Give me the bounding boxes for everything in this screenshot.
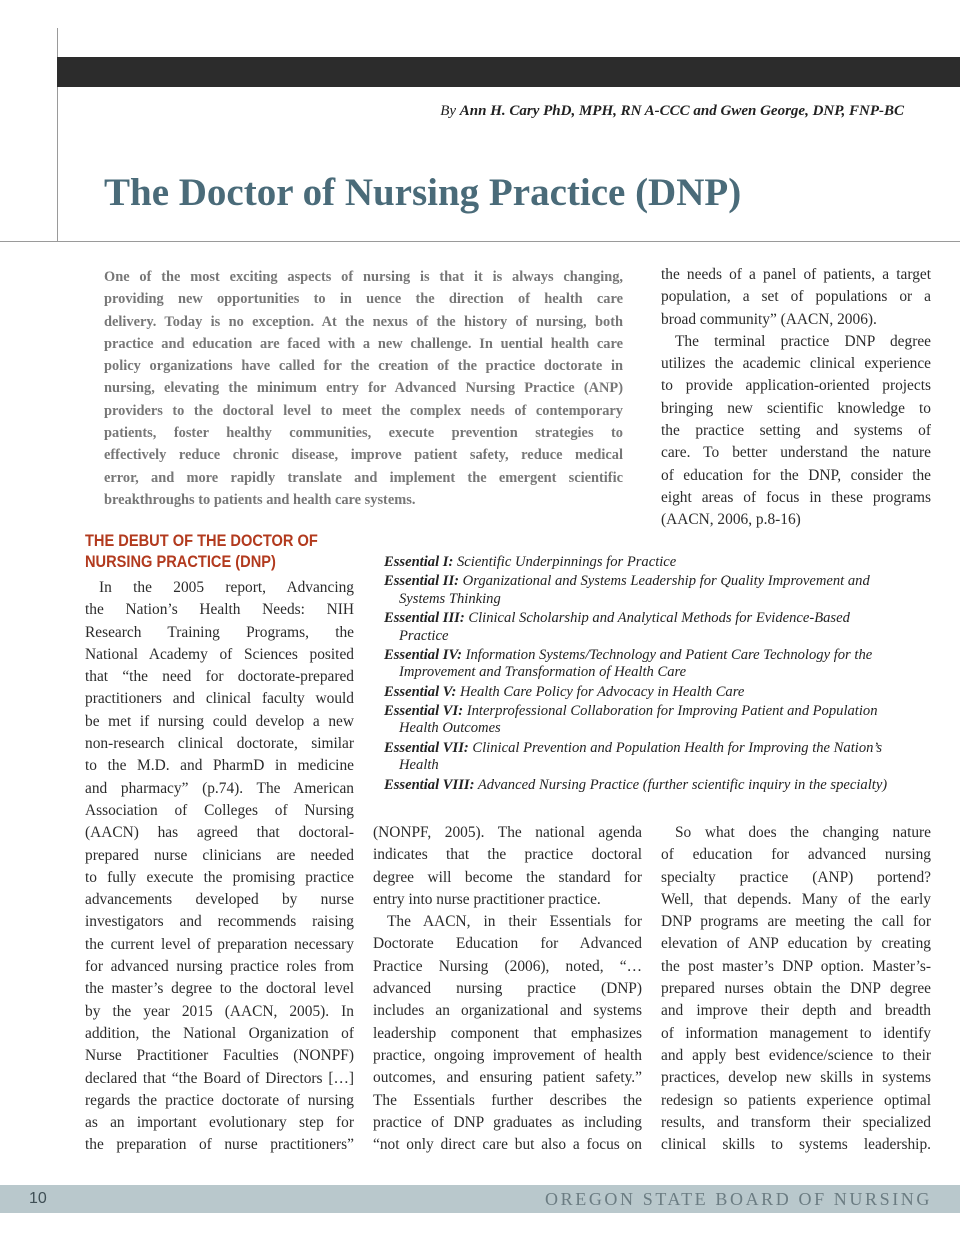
text-line: elevation of ANP education by creating (661, 935, 931, 953)
essential-item (384, 610, 944, 645)
text-line: regards the practice doctorate of nursing (85, 1091, 354, 1109)
text-line: Practice Nursing (2006), noted, “… (373, 957, 642, 975)
column-2-body (373, 822, 642, 1156)
text-line: the post master’s DNP option. Master’s- (661, 957, 931, 975)
text-line: prepared nurses obtain the DNP degree (661, 980, 931, 998)
text-line: degree will become the standard for (373, 868, 642, 886)
text-line: Association of Colleges of Nursing (85, 801, 354, 819)
footer-bar (0, 1185, 960, 1213)
text-line: Doctorate Education for Advanced (373, 935, 642, 953)
column-1-body (85, 577, 354, 1157)
col3-dnp-degree-paragraph (661, 331, 931, 532)
text-line: the Nation’s Health Needs: NIH (85, 601, 354, 619)
text-line: to the M.D. and PharmD in medicine (85, 757, 354, 775)
text-line: breakthroughs to patients and health care systems. (104, 491, 416, 508)
byline (440, 103, 904, 120)
text-line: of education for advanced nursing (661, 846, 931, 864)
text-line: National Academy of Sciences posited (85, 645, 354, 663)
essential-text: Scientific Underpinnings for Practice (453, 554, 677, 570)
essential-text: Health (399, 757, 439, 774)
essential-text: Advanced Nursing Practice (further scientific inquiry in the specialty) (474, 776, 888, 793)
text-line: “not only direct care but also a focus on (373, 1136, 642, 1154)
text-line: redesign so patients experience optimal (661, 1091, 931, 1109)
text-line: Research Training Programs, the (85, 623, 354, 641)
text-line: bringing new scientific knowledge to (661, 399, 931, 417)
essential-text: Systems Thinking (399, 590, 501, 607)
intro-paragraph (104, 266, 623, 511)
footer-organization: OREGON STATE BOARD OF NURSING (545, 1189, 932, 1209)
text-line: The terminal practice DNP degree (675, 332, 931, 350)
text-line: the preparation of nurse practitioners” (85, 1136, 354, 1154)
text-line: providers to the doctoral level to meet the complex needs of contemporary (104, 402, 623, 419)
text-line: by the year 2015 (AACN, 2005). In (85, 1002, 354, 1020)
essential-text: Organizational and Systems Leadership for Quality Improvement and (459, 573, 870, 590)
essential-label: Essential VIII: (384, 776, 475, 793)
text-line: includes an organizational and systems (373, 1002, 642, 1020)
essential-label: Essential VI: (384, 702, 464, 719)
col3-quote-continuation (661, 264, 931, 331)
text-line: of education for the DNP, consider the (661, 466, 931, 484)
text-line: error, and more rapidly translate and implement the emergent scientific (104, 469, 623, 486)
text-line: advancements developed by nurse (85, 891, 354, 909)
text-line: advanced nursing practice (DNP) (373, 980, 642, 998)
text-line: providing new opportunities to in uence the direction of health care (104, 291, 623, 308)
text-line: results, and transform their specialized (661, 1113, 931, 1131)
text-line: for advanced nursing practice roles from (85, 958, 354, 976)
text-line: specialty practice (ANP) portend? (661, 868, 931, 886)
essential-label: Essential III: (384, 610, 465, 627)
essential-label: Essential IV: (384, 646, 462, 663)
section-heading-line-1: THE DEBUT OF THE DOCTOR OF (85, 531, 318, 550)
text-line: Well, that depends. Many of the early (661, 890, 931, 908)
header-bar (57, 57, 960, 87)
text-line: One of the most exciting aspects of nursing is that it is always changing, (104, 269, 623, 285)
text-line: utilizes the academic clinical experience (661, 355, 931, 373)
text-line: practice of DNP graduates as including (373, 1113, 642, 1131)
column-3-top (661, 264, 931, 532)
essential-text: Improvement and Transformation of Health Care (399, 664, 687, 681)
text-line: practices, develop new skills in systems (661, 1069, 931, 1087)
text-line: investigators and recommends raising (85, 913, 354, 931)
text-line: clinical skills to systems leadership. (661, 1136, 931, 1154)
title-divider (0, 241, 960, 242)
essential-item (384, 647, 944, 682)
text-line: and pharmacy” (p.74). The American (85, 779, 354, 797)
text-line: the current level of preparation necessary (85, 935, 354, 953)
essential-text: Information Systems/Technology and Patient Care Technology for the (462, 646, 873, 663)
text-line: delivery. Today is no exception. At the nexus of the history of nursing, both (104, 313, 623, 330)
text-line: as an important evolutionary step for (85, 1114, 354, 1132)
text-line: be met if nursing could develop a new (85, 712, 354, 730)
page-number: 10 (29, 1190, 47, 1207)
text-line: leadership component that emphasizes (373, 1024, 642, 1042)
text-line: Nurse Practitioner Faculties (NONPF) (85, 1047, 354, 1065)
text-line: patients, foster healthy communities, execute prevention strategies to (104, 425, 623, 442)
col2-aacn-paragraph (373, 911, 642, 1156)
text-line: to provide application-oriented projects (661, 377, 931, 395)
text-line: outcomes, and ensuring patient safety.” (373, 1069, 642, 1087)
essential-label: Essential VII: (384, 739, 469, 756)
text-line: declared that “the Board of Directors […] (85, 1069, 354, 1087)
text-line: of information management to identify (661, 1024, 931, 1042)
essential-item (384, 573, 944, 608)
page-title: The Doctor of Nursing Practice (DNP) (104, 171, 742, 214)
text-line: and apply best evidence/science to their (661, 1046, 931, 1064)
section-heading-line-2: NURSING PRACTICE (DNP) (85, 552, 276, 571)
essential-item (384, 777, 944, 795)
text-line: the master’s degree to the doctoral level (85, 980, 354, 998)
text-line: So what does the changing nature (675, 824, 931, 841)
text-line: (AACN) has agreed that doctoral- (85, 824, 354, 842)
column-3-body (661, 822, 931, 1156)
text-line: and improve their depth and breadth (661, 1002, 931, 1020)
text-line: eight areas of focus in these programs (661, 488, 931, 506)
section-heading (85, 530, 318, 572)
essential-item (384, 703, 944, 738)
essential-label: Essential V: (384, 683, 457, 700)
essential-label: Essential II: (384, 573, 460, 590)
text-line: DNP programs are meeting the call for (661, 913, 931, 931)
col2-nonpf-paragraph (373, 822, 642, 911)
text-line: practice and education are faced with a new challenge. In uential health care (104, 335, 623, 352)
byline-authors: Ann H. Cary PhD, MPH, RN A-CCC and Gwen George, DNP, FNP-BC (459, 103, 904, 119)
text-line: indicates that the practice doctoral (373, 846, 642, 864)
text-line: The AACN, in their Essentials for (387, 913, 642, 931)
essential-text: Clinical Scholarship and Analytical Methods for Evidence-Based (464, 610, 850, 627)
essential-text: Health Care Policy for Advocacy in Health Care (456, 683, 745, 700)
text-line: In the 2005 report, Advancing (99, 579, 354, 596)
text-line: practice, ongoing improvement of health (373, 1046, 642, 1064)
essential-item (384, 684, 944, 702)
text-line: broad community” (AACN, 2006). (661, 310, 877, 328)
text-line: addition, the National Organization of (85, 1024, 354, 1042)
text-line: care. To better understand the nature (661, 444, 931, 462)
text-line: the practice setting and systems of (661, 422, 931, 440)
essentials-list (384, 554, 944, 796)
text-line: policy organizations have called for the creation of the practice doctorate in (104, 358, 623, 375)
text-line: to fully execute the promising practice (85, 868, 354, 886)
text-line: prepared nurse clinicians are needed (85, 846, 354, 864)
text-line: effectively reduce chronic disease, improve patient safety, reduce medical (104, 447, 623, 464)
text-line: non-research clinical doctorate, similar (85, 735, 354, 753)
text-line: (NONPF, 2005). The national agenda (373, 824, 642, 841)
essential-item (384, 554, 944, 572)
essential-label: Essential I: (384, 554, 454, 570)
text-line: The Essentials further describes the (373, 1091, 642, 1109)
essential-text: Health Outcomes (399, 720, 501, 737)
essential-item (384, 740, 944, 775)
text-line: that “the need for doctorate-prepared (85, 668, 354, 686)
essential-text: Practice (399, 627, 449, 644)
text-line: practitioners and clinical faculty would (85, 690, 354, 708)
text-line: the needs of a panel of patients, a target (661, 266, 931, 283)
essential-text: Clinical Prevention and Population Health for Improving the Nation’s (468, 739, 883, 756)
text-line: entry into nurse practitioner practice. (373, 890, 601, 908)
text-line: (AACN, 2006, p.8-16) (661, 511, 801, 529)
text-line: nursing, elevating the minimum entry for Advanced Nursing Practice (ANP) (104, 380, 623, 397)
essential-text: Interprofessional Collaboration for Improving Patient and Population (463, 702, 878, 719)
byline-prefix: By (440, 103, 457, 119)
text-line: population, a set of populations or a (661, 288, 931, 306)
